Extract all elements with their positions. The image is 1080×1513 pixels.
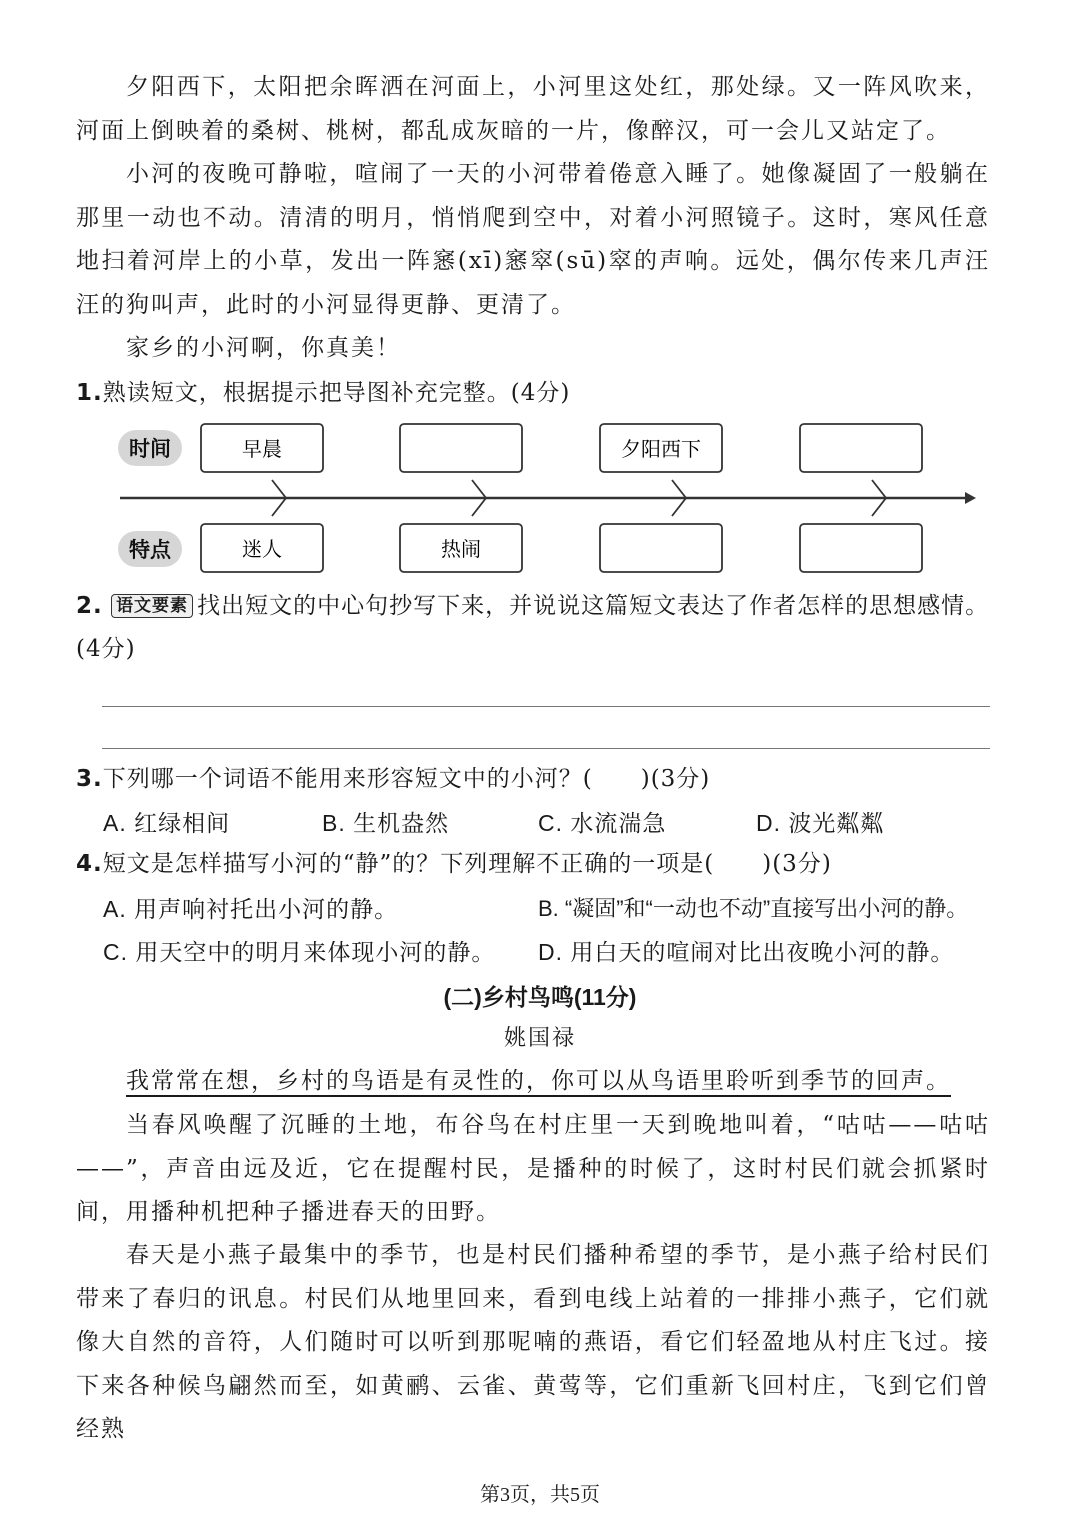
language-element-tag: 语文要素	[111, 594, 193, 618]
row-label-feature: 特点	[129, 538, 171, 562]
question-4	[76, 843, 990, 886]
central-sentence: 我常常在想，乡村的鸟语是有灵性的，你可以从鸟语里聆听到季节的回声。	[126, 1068, 951, 1094]
question-2-text: 找出短文的中心句抄写下来，并说说这篇短文表达了作者怎样的思想感情。(4分)	[76, 593, 990, 662]
section-2-author: 姚国禄	[503, 1026, 576, 1051]
q4-option-d[interactable]: D. 用白天的喧闹对比出夜晚小河的静。	[538, 939, 955, 965]
q3-option-d[interactable]: D. 波光粼粼	[756, 810, 885, 836]
bird-paragraph-1	[76, 1060, 990, 1104]
feature-box-1-text: 迷人	[242, 537, 282, 561]
question-2	[76, 585, 990, 671]
timeline-arrowhead	[965, 492, 976, 504]
bird-paragraph-2: 当春风唤醒了沉睡的土地，布谷鸟在村庄里一天到晚地叫着，“咕咕——咕咕——”，声音由远及近，它在提醒村民，是播种的时候了，这时村民们就会抓紧时间，用播种机把种子播进春天的田野。	[76, 1112, 990, 1225]
row-label-time: 时间	[129, 437, 171, 461]
passage-paragraph-conclusion: 家乡的小河啊，你真美！	[126, 335, 401, 361]
passage-paragraph-night: 小河的夜晚可静啦，喧闹了一天的小河带着倦意入睡了。她像凝固了一般躺在那里一动也不动。清清的明月，悄悄爬到空中，对着小河照镜子。这时，寒风任意地扫着河岸上的小草，发出一阵窸(xī)窸窣(sū)窣的声响。远处，偶尔传来几声汪汪的狗叫声，此时的小河显得更静、更清了。	[76, 161, 990, 318]
q3-option-a[interactable]: A. 红绿相间	[103, 810, 231, 836]
question-2-number: 2.	[76, 593, 103, 619]
answer-line-1[interactable]	[102, 706, 990, 707]
page-footer: 第3页，共5页	[480, 1484, 600, 1506]
mind-map-diagram	[110, 418, 980, 578]
q4-option-a[interactable]: A. 用声响衬托出小河的静。	[103, 896, 399, 922]
time-box-3-text: 夕阳西下	[621, 437, 701, 461]
question-1-number: 1.	[76, 380, 103, 406]
bird-paragraph-3: 春天是小燕子最集中的季节，也是村民们播种希望的季节，是小燕子给村民们带来了春归的讯息。村民们从地里回来，看到电线上站着的一排排小燕子，它们就像大自然的音符，人们随时可以听到那呢喃的燕语，看它们轻盈地从村庄飞过。接下来各种候鸟翩然而至，如黄鹂、云雀、黄莺等，它们重新飞回村庄，飞到它们曾经熟	[76, 1242, 990, 1442]
time-box-4	[800, 424, 922, 472]
q4-option-b[interactable]: B. “凝固”和“一动也不动”直接写出小河的静。	[538, 896, 969, 921]
time-box-2	[400, 424, 522, 472]
question-1	[76, 372, 990, 415]
question-3	[76, 758, 990, 801]
answer-line-2[interactable]	[102, 748, 990, 749]
feature-box-2-text: 热闹	[441, 537, 481, 561]
question-3-number: 3.	[76, 766, 103, 792]
question-3-text: 下列哪一个词语不能用来形容短文中的小河？( )(3分)	[102, 766, 711, 792]
q3-option-b[interactable]: B. 生机盎然	[322, 810, 450, 836]
feature-box-3	[600, 524, 722, 572]
q3-option-c[interactable]: C. 水流湍急	[538, 810, 667, 836]
feature-box-4	[800, 524, 922, 572]
time-box-1-text: 早晨	[242, 437, 282, 461]
question-1-text: 熟读短文，根据提示把导图补充完整。(4分)	[102, 380, 571, 406]
question-4-text: 短文是怎样描写小河的“静”的？下列理解不正确的一项是( )(3分)	[102, 851, 832, 877]
q4-option-c[interactable]: C. 用天空中的明月来体现小河的静。	[103, 939, 496, 965]
section-2-title: (二)乡村鸟鸣(11分)	[443, 984, 637, 1010]
passage-paragraph-sunset: 夕阳西下，太阳把余晖洒在河面上，小河里这处红，那处绿。又一阵风吹来，河面上倒映着的桑树、桃树，都乱成灰暗的一片，像醉汉，可一会儿又站定了。	[76, 74, 990, 144]
question-4-number: 4.	[76, 851, 103, 877]
